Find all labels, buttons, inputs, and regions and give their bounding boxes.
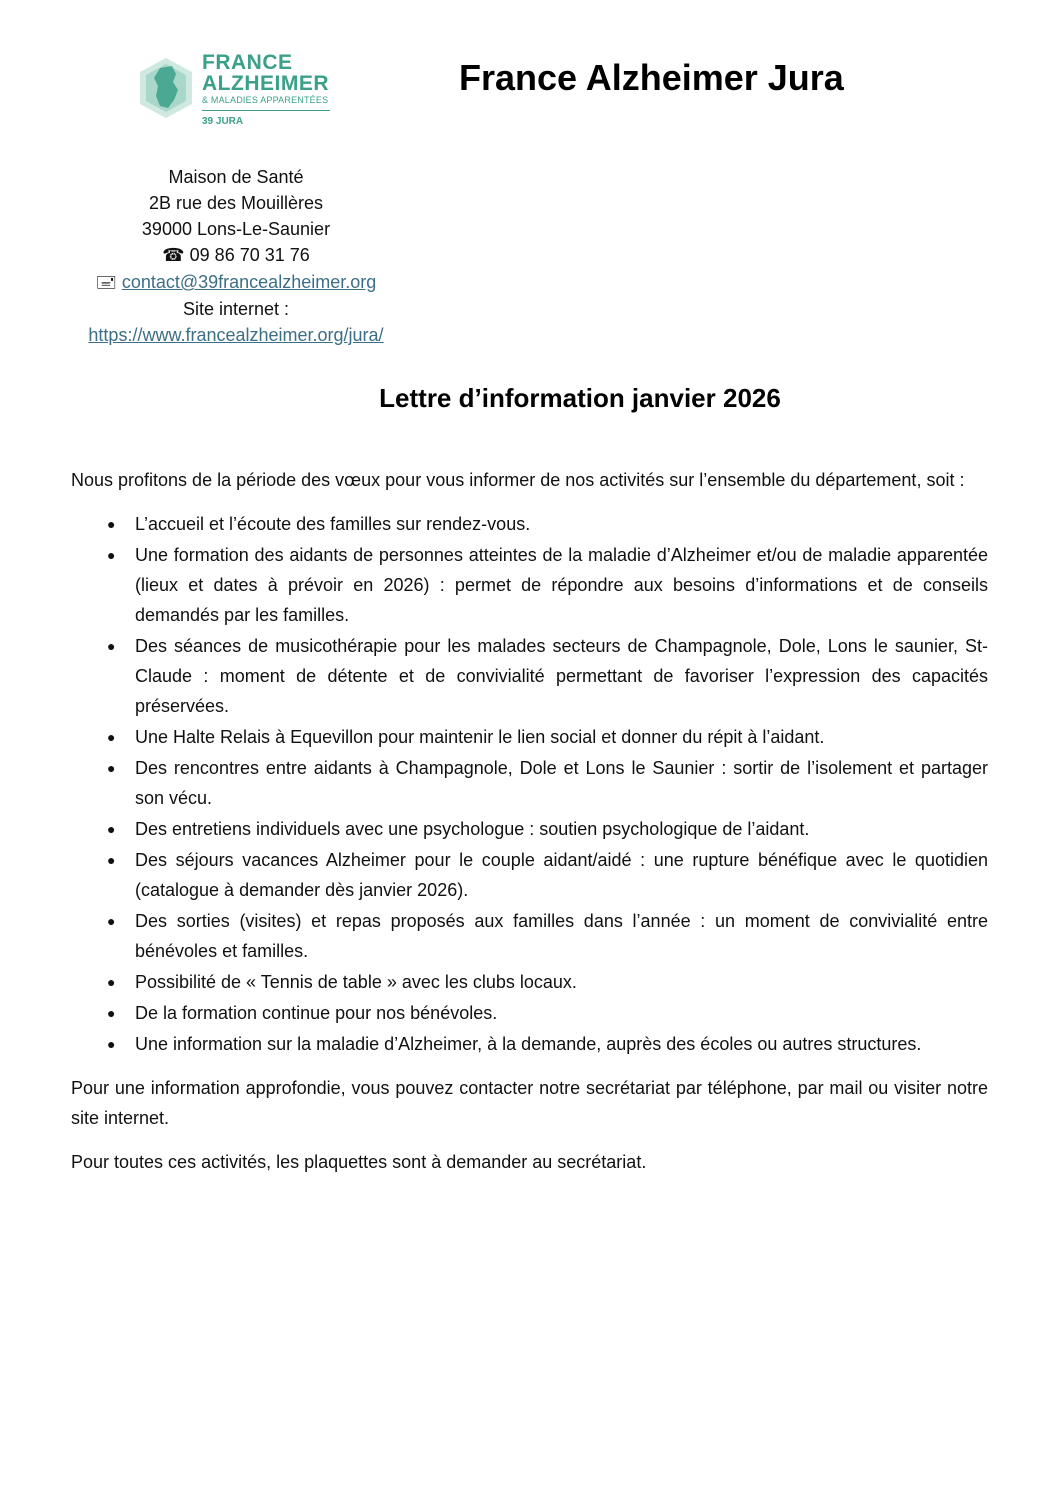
bullet-icon: ● xyxy=(107,1036,116,1052)
email-link[interactable]: contact@39francealzheimer.org xyxy=(121,272,377,292)
list-item: ● L’accueil et l’écoute des familles sur rendez-vous. xyxy=(71,509,988,539)
letter-title: Lettre d’information janvier 2026 xyxy=(379,383,781,413)
phone-icon: ☎ xyxy=(162,245,185,266)
bullet-icon: ● xyxy=(107,516,116,532)
activities-list xyxy=(71,509,988,1059)
outro-paragraph-2: Pour toutes ces activités, les plaquettes sont à demander au secrétariat. xyxy=(71,1152,647,1172)
logo-line-jura: 39 JURA xyxy=(202,116,244,127)
logo-line-france: FRANCE xyxy=(202,51,293,74)
phone-line xyxy=(36,242,436,269)
bullet-icon: ● xyxy=(107,638,116,654)
hexagon-map-icon xyxy=(138,56,194,120)
list-item: ● Une information sur la maladie d’Alzheimer, à la demande, auprès des écoles ou autres structures. xyxy=(71,1029,988,1059)
list-item: ● Une Halte Relais à Equevillon pour maintenir le lien social et donner du répit à l’aidant. xyxy=(71,722,988,752)
logo-line-maladies: & MALADIES APPARENTÉES xyxy=(202,95,329,105)
bullet-icon: ● xyxy=(107,760,116,776)
list-item: ● Une formation des aidants de personnes atteintes de la maladie d’Alzheimer et/ou de maladie apparentée (lieux et dates à prévoir en 2026) : permet de répondre aux besoins d’informations et de conseils demandés par les familles. xyxy=(71,540,988,630)
bullet-icon: ● xyxy=(107,974,116,990)
address-line-1: Maison de Santé xyxy=(168,167,304,187)
bullet-icon: ● xyxy=(107,1005,116,1021)
list-item: ● Possibilité de « Tennis de table » avec les clubs locaux. xyxy=(71,967,988,997)
list-item: ● Des entretiens individuels avec une psychologue : soutien psychologique de l’aidant. xyxy=(71,814,988,844)
site-label: Site internet : xyxy=(182,299,290,319)
bullet-icon: ● xyxy=(107,913,116,929)
bullet-icon: ● xyxy=(107,547,116,563)
mail-icon: 🖃 xyxy=(95,272,117,293)
letter-body xyxy=(71,465,988,1191)
intro-paragraph: Nous profitons de la période des vœux pour vous informer de nos activités sur l’ensemble du département, soit : xyxy=(71,470,965,490)
list-item: ● Des sorties (visites) et repas proposés aux familles dans l’année : un moment de convivialité entre bénévoles et familles. xyxy=(71,906,988,966)
address-line-2: 2B rue des Mouillères xyxy=(148,193,324,213)
address-line-3: 39000 Lons-Le-Saunier xyxy=(141,219,331,239)
list-item: ● Des séances de musicothérapie pour les malades secteurs de Champagnole, Dole, Lons le saunier, St-Claude : moment de détente et de convivialité permettant de favoriser l’expression des capacités préservées. xyxy=(71,631,988,721)
bullet-icon: ● xyxy=(107,852,116,868)
logo-line-alzheimer: ALZHEIMER xyxy=(202,72,329,95)
france-alzheimer-logo xyxy=(138,51,348,127)
site-link[interactable]: https://www.francealzheimer.org/jura/ xyxy=(88,325,384,345)
address-block xyxy=(36,164,436,348)
page-title: France Alzheimer Jura xyxy=(459,57,844,98)
outro-paragraph-1: Pour une information approfondie, vous pouvez contacter notre secrétariat par téléphone, par mail ou visiter notre site internet. xyxy=(71,1078,988,1128)
logo-divider xyxy=(202,110,330,111)
list-item: ● Des séjours vacances Alzheimer pour le couple aidant/aidé : une rupture bénéfique avec le quotidien (catalogue à demander dès janvier 2026). xyxy=(71,845,988,905)
email-line xyxy=(36,269,436,296)
bullet-icon: ● xyxy=(107,729,116,745)
list-item: ● Des rencontres entre aidants à Champagnole, Dole et Lons le Saunier : sortir de l’isolement et partager son vécu. xyxy=(71,753,988,813)
phone-number: 09 86 70 31 76 xyxy=(189,245,310,265)
list-item: ● De la formation continue pour nos bénévoles. xyxy=(71,998,988,1028)
bullet-icon: ● xyxy=(107,821,116,837)
